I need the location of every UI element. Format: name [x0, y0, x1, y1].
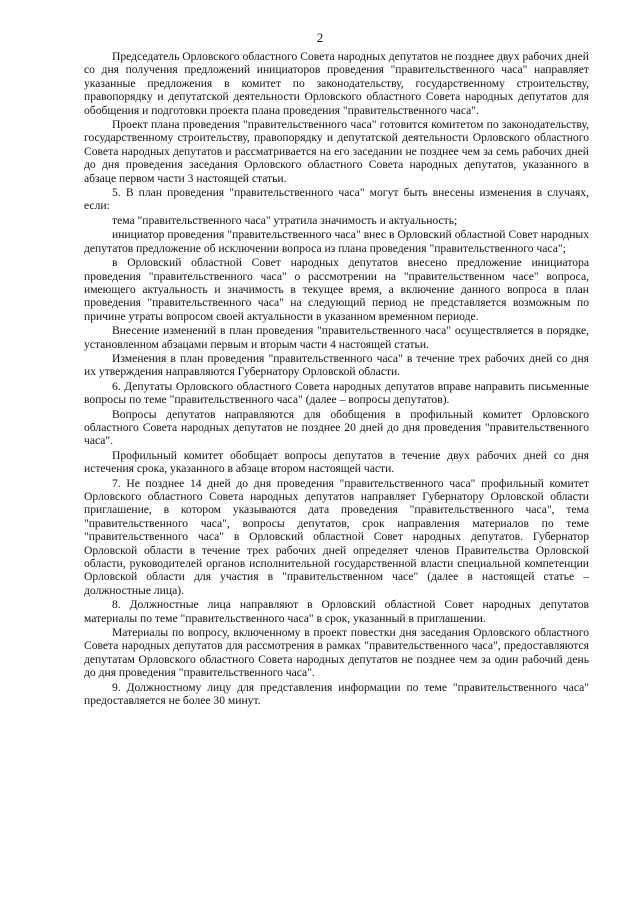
paragraph: 9. Должностному лицу для представления информации по теме "правительственного часа" предоставляется не более 30 минут.: [84, 680, 589, 708]
paragraph: тема "правительственного часа" утратила значимость и актуальность;: [112, 213, 458, 227]
paragraph: Председатель Орловского областного Совета народных депутатов не позднее двух рабочих дней со дня получения предложений инициаторов проведения "правительственного часа" направляет указанные предложения в комитет по законодательству, государственному строительству, правопорядку и депутатской деятельности Орловского областного Совета народных депутатов для обобщения и подготовки проекта плана проведения "правительственного часа".: [84, 50, 589, 117]
paragraph: Внесение изменений в план проведения "правительственного часа" осуществляется в порядке, установленном абзацами первым и вторым части 4 настоящей статьи.: [84, 324, 589, 351]
paragraph: в Орловский областной Совет народных депутатов внесено предложение инициатора проведения "правительственного часа" о рассмотрении на "правительственном часе" вопроса, имеющего актуальность и значимость в текущее время, а включение данного вопроса в план проведения "правительственного часа" на следующий период не представляется возможным по причине утраты вопросом своей актуальности в указанном временном периоде.: [84, 256, 589, 323]
paragraph: 8. Должностные лица направляют в Орловский областной Совет народных депутатов материалы по теме "правительственного часа" в срок, указанный в приглашении.: [84, 598, 589, 625]
paragraph: Материалы по вопросу, включенному в проект повестки дня заседания Орловского областного Совета народных депутатов для рассмотрения в рамках "правительственного часа", предоставляются депутатам Орловского областного Совета народных депутатов не позднее чем за один рабочий день до дня проведения "правительственного часа".: [84, 626, 589, 680]
page-number: 2: [316, 30, 324, 45]
paragraph: Вопросы депутатов направляются для обобщения в профильный комитет Орловского областного Совета народных депутатов не позднее 20 дней до дня проведения "правительственного часа".: [84, 407, 589, 448]
paragraph: 5. В план проведения "правительственного часа" могут быть внесены изменения в случаях, если:: [84, 186, 589, 213]
paragraph: 6. Депутаты Орловского областного Совета народных депутатов вправе направить письменные вопросы по теме "правительственного часа" (далее – вопросы депутатов).: [84, 379, 589, 407]
paragraph: Профильный комитет обобщает вопросы депутатов в течение двух рабочих дней со дня истечения срока, указанного в абзаце втором настоящей части.: [84, 448, 589, 476]
document-body: [84, 50, 589, 709]
paragraph: 7. Не позднее 14 дней до дня проведения "правительственного часа" профильный комитет Орловского областного Совета народных депутатов направляет Губернатору Орловской области приглашение, в котором указываются дата проведения "правительственного часа", тема "правительственного часа", вопросы депутатов, срок направления материалов по теме "правительственного часа" в Орловский областной Совет народных депутатов. Губернатор Орловской области в течение трех рабочих дней определяет членов Правительства Орловской области, руководителей органов исполнительной государственной власти специальной компетенции Орловской области для участия в "правительственном часе" (далее в настоящей статье – должностные лица).: [84, 476, 589, 597]
paragraph: инициатор проведения "правительственного часа" внес в Орловский областной Совет народных депутатов предложение об исключении вопроса из плана проведения "правительственного часа";: [84, 228, 589, 255]
paragraph: Изменения в план проведения "правительственного часа" в течение трех рабочих дней со дня их утверждения направляются Губернатору Орловской области.: [84, 351, 589, 379]
paragraph: Проект плана проведения "правительственного часа" готовится комитетом по законодательству, государственному строительству, правопорядку и депутатской деятельности Орловского областного Совета народных депутатов и рассматривается на его заседании не позднее чем за семь рабочих дней до дня проведения заседания Орловского областного Совета народных депутатов, указанного в абзаце первом части 3 настоящей статьи.: [84, 118, 589, 185]
